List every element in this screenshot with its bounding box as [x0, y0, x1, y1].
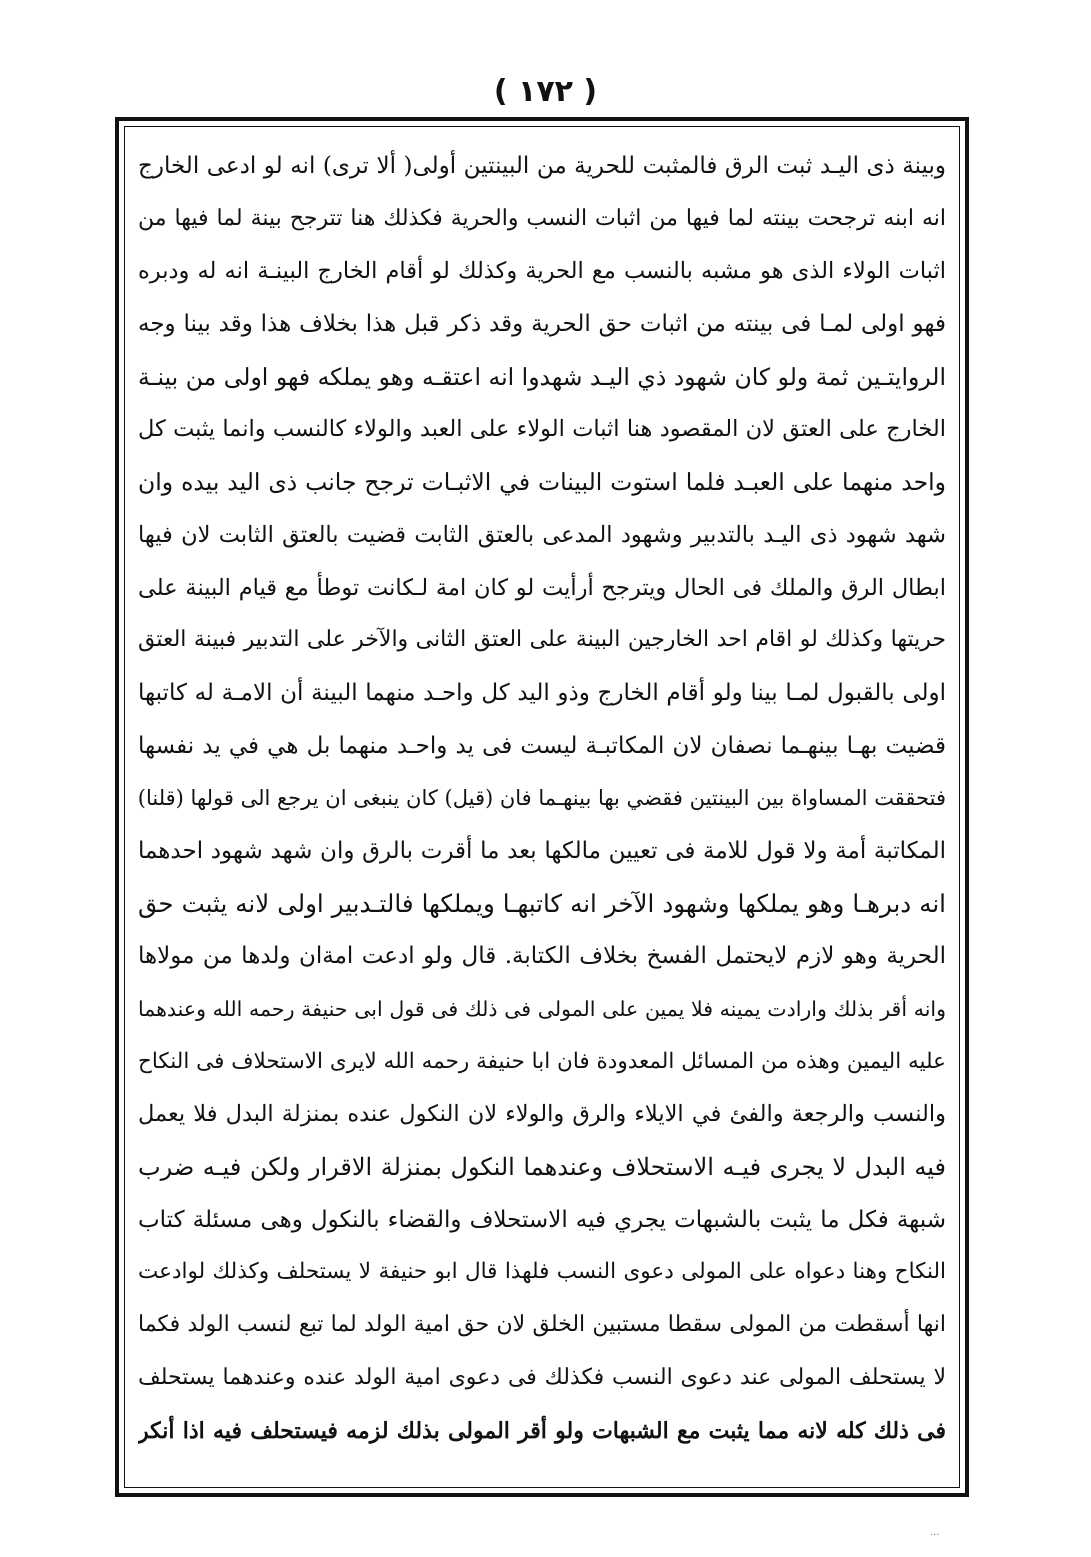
text-line: النكاح وهنا دعواه على المولى دعوى النسب فلهذا قال ابو حنيفة لا يستحلف وكذلك لوادعت — [138, 1259, 946, 1285]
text-line: قضيت بهـا بينهـما نصفان لان المكاتبـة ليست فى يد واحـد منهما بل هي في يد نفسها — [138, 732, 946, 759]
text-line: المكاتبة أمة ولا قول للامة فى تعيين مالكها بعد ما أقرت بالرق وان شهد شهود احدهما — [138, 837, 946, 864]
text-line: والنسب والرجعة والفئ في الايلاء والرق والولاء لان النكول عنده بمنزلة البدل فلا يعمل — [138, 1101, 946, 1128]
text-line: حريتها وكذلك لو اقام احد الخارجين البينة على العتق الثانى والآخر على التدبير فبينة العتق — [138, 627, 946, 653]
text-line: انه دبرهـا وهو يملكها وشهود الآخر انه كاتبهـا ويملكها فالتـدبير اولى لانه يثبت حق — [138, 888, 946, 918]
text-line: فتحققت المساواة بين البينتين فقضي بها بينهـما فان (قيل) كان ينبغى ان يرجع الى قولها (قلنا) — [138, 786, 946, 811]
text-line: الحرية وهو لازم لايحتمل الفسخ بخلاف الكتابة. قال ولو ادعت امةان ولدها من مولاها — [138, 943, 946, 970]
text-line: انها أسقطت من المولى سقطا مستبين الخلق لان حق امية الولد لما تبع لنسب الولد فكما — [138, 1312, 946, 1338]
text-line: فهو اولى لمـا فى بينته من اثبات حق الحرية وقد ذكر قبل هذا بخلاف هذا وقد بينا وجه — [138, 311, 946, 338]
text-line: الروايتـين ثمة ولو كان شهود ذي اليـد شهدوا انه اعتقـه وهو يملكه فهو اولى من بينـة — [138, 362, 946, 391]
text-line: شبهة فكل ما يثبت بالشبهات يجري فيه الاستحلاف والقضاء بالنكول وهى مسئلة كتاب — [138, 1206, 946, 1233]
page-number: ( ١٧٢ ) — [493, 74, 598, 109]
text-line: واحد منهما على العبـد فلما استوت البينات في الاثبـات ترجح جانب ذى اليد بيده وان — [138, 468, 946, 497]
text-line: ابطال الرق والملك فى الحال ويترجح أرأيت لو كان امة لـكانت توطأ مع قيام البينة على — [138, 574, 946, 601]
text-line: الخارج على العتق لان المقصود هنا اثبات الولاء على العبد والولاء كالنسب وانما يثبت كل — [138, 416, 946, 443]
text-line: فيه البدل لا يجرى فيـه الاستحلاف وعندهما النكول بمنزلة الاقرار ولكن فيـه ضرب — [138, 1153, 946, 1182]
bottom-mark: ... — [930, 1527, 940, 1538]
text-line: وبينة ذى اليـد ثبت الرق فالمثبت للحرية من البينتين أولى( ألا ترى) انه لو ادعى الخارج — [138, 153, 946, 179]
text-line: انه ابنه ترجحت بينته لما فيها من اثبات النسب والحرية فكذلك هنا تترجح بينة لما فيها من — [138, 205, 946, 231]
text-line: اثبات الولاء الذى هو مشبه بالنسب مع الحرية وكذلك لو أقام الخارج البينـة انه له ودبره — [138, 258, 946, 285]
text-line: لا يستحلف المولى عند دعوى النسب فكذلك فى دعوى امية الولد عنده وعندهما يستحلف — [138, 1364, 946, 1390]
text-line: اولى بالقبول لمـا بينا ولو أقام الخارج وذو اليد كل واحـد منهما البينة أن الامـة له كاتبها — [138, 679, 946, 706]
text-line: شهد شهود ذى اليـد بالتدبير وشهود المدعى بالعتق الثابت قضيت بالعتق الثابت لان فيها — [138, 521, 946, 548]
text-line: عليه اليمين وهذه من المسائل المعدودة فان ابا حنيفة رحمه الله لايرى الاستحلاف فى النكاح — [138, 1048, 946, 1074]
text-line: وانه أقر بذلك وارادت يمينه فلا يمين على المولى فى ذلك فى قول ابى حنيفة رحمه الله وعندهما — [138, 997, 946, 1021]
body-text — [138, 140, 946, 1480]
text-line: فى ذلك كله لانه مما يثبت مع الشبهات ولو أقر المولى بذلك لزمه فيستحلف فيه اذا أنكر — [138, 1417, 946, 1444]
